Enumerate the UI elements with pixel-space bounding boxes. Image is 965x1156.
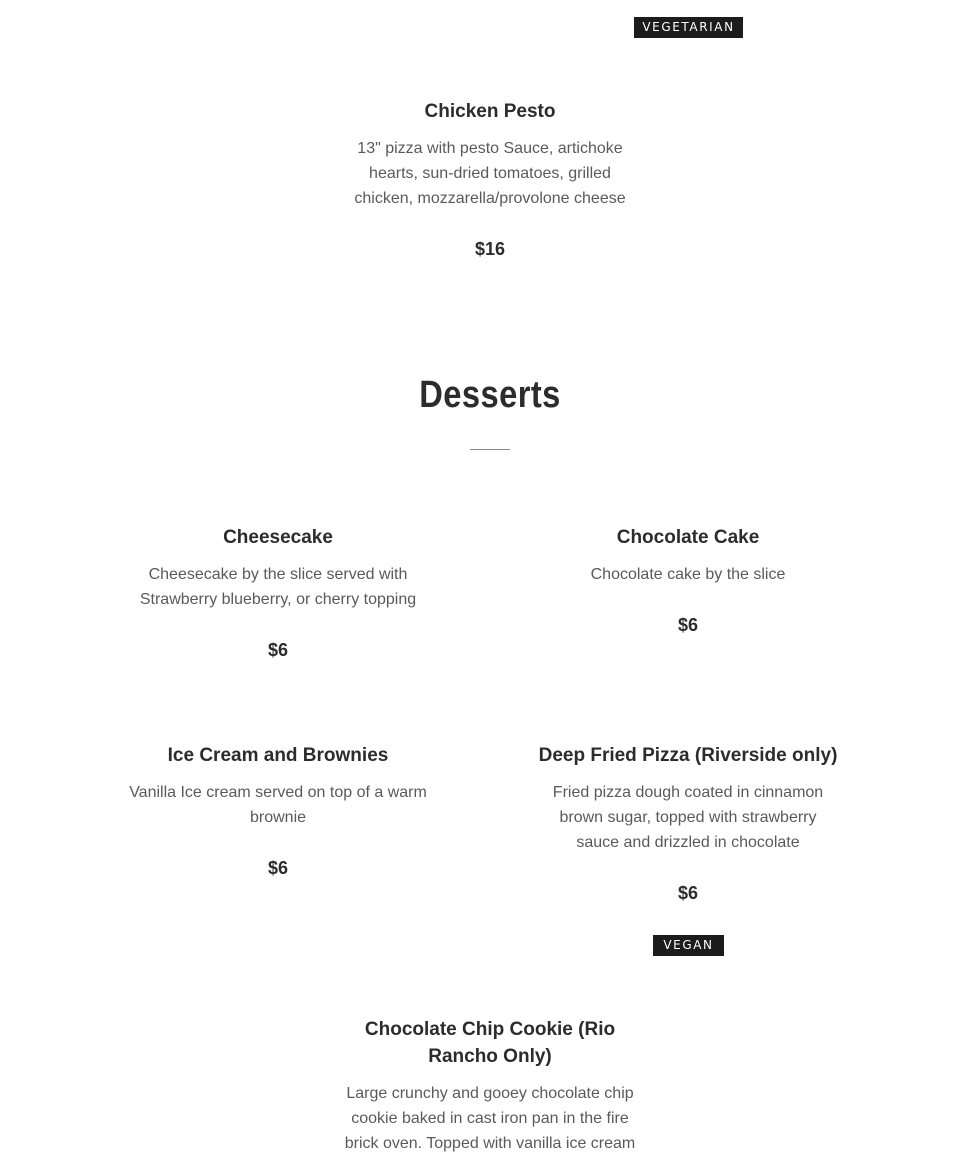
item-description-line: Vanilla Ice cream served on top of a warm	[129, 784, 427, 801]
section-divider	[470, 449, 510, 450]
item-price: $6	[267, 858, 289, 878]
item-price: $6	[677, 615, 699, 635]
item-description-line: brown sugar, topped with strawberry	[559, 809, 817, 826]
item-title: Chocolate Chip Cookie (Rio	[364, 1019, 616, 1040]
item-price: $6	[677, 883, 699, 903]
item-description-line: 13" pizza with pesto Sauce, artichoke	[357, 140, 623, 157]
vegetarian-badge: VEGETARIAN	[634, 17, 743, 38]
item-description-line: Chocolate cake by the slice	[590, 566, 786, 583]
item-description-line: Large crunchy and gooey chocolate chip	[346, 1085, 634, 1102]
item-description-line: Strawberry blueberry, or cherry topping	[139, 591, 417, 608]
item-description-line: cookie baked in cast iron pan in the fire	[351, 1110, 629, 1127]
menu-item-cheesecake	[118, 524, 438, 663]
item-title: Ice Cream and Brownies	[167, 745, 389, 766]
item-title: Chicken Pesto	[424, 101, 556, 122]
vegan-badge: VEGAN	[653, 935, 724, 956]
menu-item-chicken-pesto	[330, 98, 650, 262]
menu-item-chocolate-cake	[528, 524, 848, 638]
item-description-line: brick oven. Topped with vanilla ice cream	[344, 1135, 636, 1152]
item-description-line: chicken, mozzarella/provolone cheese	[354, 190, 626, 207]
item-description-line: hearts, sun-dried tomatoes, grilled	[369, 165, 611, 182]
menu-item-deep-fried-pizza	[518, 742, 858, 906]
item-title: Cheesecake	[223, 527, 333, 548]
menu-item-chocolate-chip-cookie	[320, 1016, 660, 1156]
item-description-line: sauce and drizzled in chocolate	[576, 834, 800, 851]
menu-item-ice-cream-brownies	[108, 742, 448, 881]
item-description-line: Cheesecake by the slice served with	[148, 566, 408, 583]
item-title: Rancho Only)	[428, 1046, 552, 1067]
item-price: $16	[474, 239, 506, 259]
item-description-line: brownie	[249, 809, 307, 826]
item-description-line: Fried pizza dough coated in cinnamon	[552, 784, 824, 801]
item-title: Chocolate Cake	[616, 527, 760, 548]
section-title-desserts: Desserts	[419, 374, 561, 416]
item-price: $6	[267, 640, 289, 660]
item-title: Deep Fried Pizza (Riverside only)	[538, 745, 838, 766]
